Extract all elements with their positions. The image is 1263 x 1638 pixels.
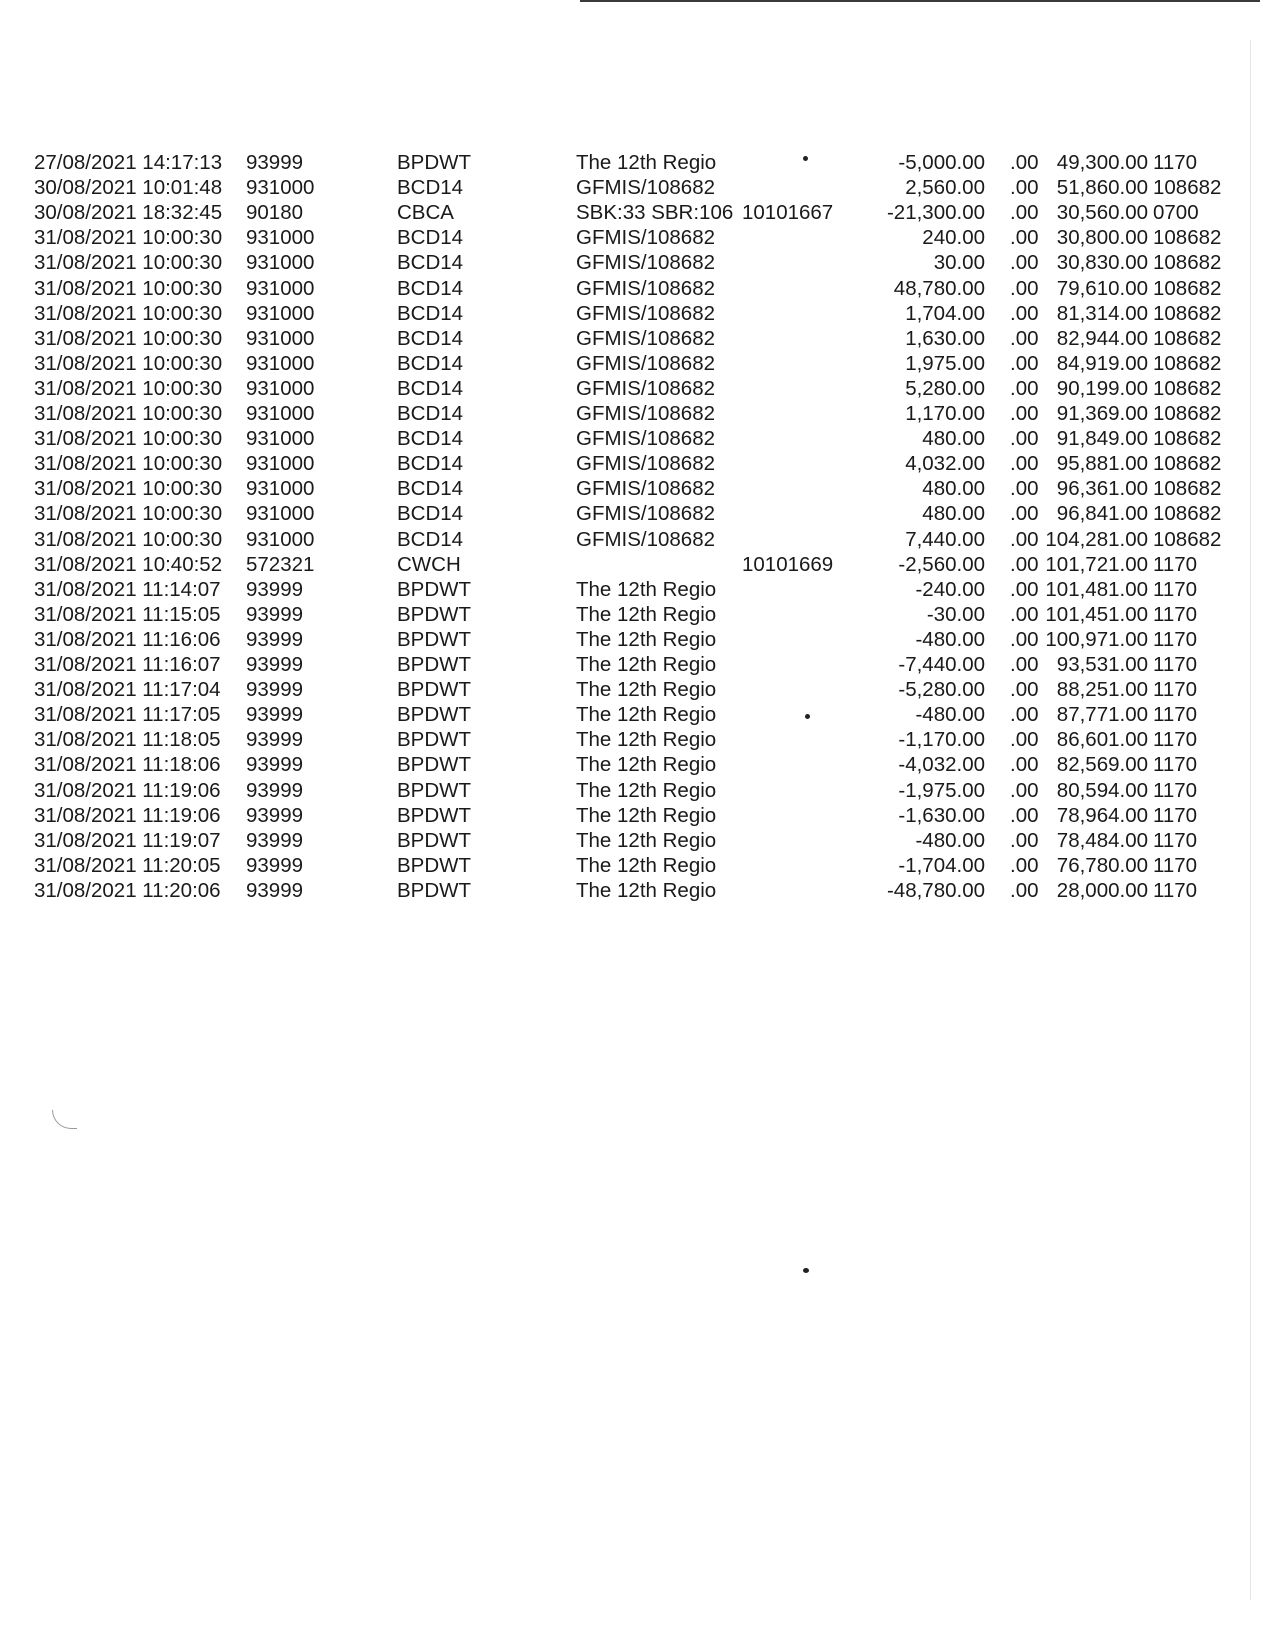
transaction-code: 93999 (246, 602, 304, 626)
transaction-type: BCD14 (397, 427, 464, 451)
transaction-amount: 4,032.00 (905, 452, 985, 476)
transaction-code: 931000 (246, 477, 315, 501)
transaction-fee: .00 (1010, 502, 1039, 526)
transaction-code: 93999 (246, 778, 304, 802)
transaction-description: The 12th Regio (576, 653, 717, 676)
transaction-date: 31/08/2021 11:16:06 (34, 627, 221, 651)
transaction-type: BPDWT (397, 803, 472, 827)
transaction-description: GFMIS/108682 (576, 276, 716, 300)
transaction-type: BCD14 (397, 251, 464, 275)
table-row (0, 501, 1263, 527)
transaction-balance: 81,314.00 (1056, 301, 1148, 325)
transaction-code: 93999 (246, 703, 304, 727)
transaction-code: 931000 (246, 326, 315, 350)
transaction-code: 931000 (246, 502, 315, 526)
transaction-amount: 480.00 (922, 427, 985, 451)
transaction-date: 31/08/2021 10:00:30 (34, 427, 223, 451)
transaction-description: GFMIS/108682 (576, 527, 716, 551)
transaction-account: 108682 (1153, 251, 1222, 275)
transaction-amount: -5,000.00 (898, 151, 985, 174)
transaction-balance: 76,780.00 (1056, 853, 1148, 877)
table-row (0, 175, 1263, 201)
transaction-code: 93999 (246, 853, 304, 877)
transaction-account: 0700 (1153, 201, 1199, 225)
transaction-fee: .00 (1010, 402, 1039, 425)
transaction-fee: .00 (1010, 828, 1039, 852)
transaction-fee: .00 (1010, 753, 1039, 777)
table-row (0, 250, 1263, 276)
transaction-date: 27/08/2021 14:17:13 (34, 151, 223, 174)
transaction-code: 931000 (246, 452, 315, 476)
transaction-date: 31/08/2021 10:00:30 (34, 452, 223, 476)
transaction-description: GFMIS/108682 (576, 477, 716, 501)
transaction-code: 93999 (246, 627, 304, 651)
transaction-description: GFMIS/108682 (576, 301, 716, 325)
transaction-amount: 7,440.00 (905, 527, 985, 551)
transaction-amount: 480.00 (922, 477, 985, 501)
transaction-description: GFMIS/108682 (576, 502, 716, 526)
transaction-date: 31/08/2021 11:15:05 (34, 602, 221, 626)
transaction-description: The 12th Regio (576, 678, 717, 702)
transaction-amount: -1,704.00 (898, 853, 985, 877)
transaction-fee: .00 (1010, 627, 1039, 651)
transaction-amount: -480.00 (915, 703, 985, 727)
transaction-date: 31/08/2021 10:00:30 (34, 351, 223, 375)
table-row (0, 702, 1263, 728)
transaction-balance: 84,919.00 (1056, 351, 1148, 375)
transaction-amount: 1,975.00 (905, 351, 985, 375)
transaction-description: The 12th Regio (576, 828, 717, 852)
transaction-account: 1170 (1153, 552, 1198, 576)
transaction-date: 31/08/2021 11:19:06 (34, 778, 221, 802)
transaction-balance: 101,451.00 (1045, 602, 1148, 626)
transaction-fee: .00 (1010, 577, 1039, 601)
transaction-balance: 28,000.00 (1056, 878, 1148, 902)
transaction-amount: -30.00 (926, 602, 985, 626)
transaction-reference: 10101667 (742, 201, 834, 225)
transaction-fee: .00 (1010, 853, 1039, 877)
table-row (0, 878, 1263, 904)
transaction-balance: 91,369.00 (1056, 402, 1148, 425)
transaction-fee: .00 (1010, 552, 1039, 576)
transaction-date: 31/08/2021 10:00:30 (34, 402, 223, 425)
transaction-date: 31/08/2021 11:17:04 (34, 678, 221, 702)
transaction-description: The 12th Regio (576, 803, 717, 827)
transaction-balance: 95,881.00 (1056, 452, 1148, 476)
transaction-fee: .00 (1010, 452, 1039, 476)
transaction-account: 1170 (1153, 803, 1198, 827)
transaction-amount: 240.00 (922, 226, 985, 250)
transaction-description: GFMIS/108682 (576, 376, 716, 400)
transaction-type: BCD14 (397, 326, 464, 350)
transaction-code: 931000 (246, 527, 315, 551)
transaction-balance: 104,281.00 (1045, 527, 1148, 551)
transaction-fee: .00 (1010, 778, 1039, 802)
scan-edge-line (580, 0, 1260, 2)
transaction-date: 31/08/2021 10:00:30 (34, 301, 223, 325)
transaction-account: 108682 (1153, 326, 1222, 350)
transaction-date: 31/08/2021 10:00:30 (34, 527, 223, 551)
transaction-account: 108682 (1153, 351, 1222, 375)
ink-speck (805, 714, 810, 719)
ink-speck (803, 156, 808, 161)
transaction-balance: 96,841.00 (1056, 502, 1148, 526)
transaction-fee: .00 (1010, 251, 1039, 275)
transaction-description: The 12th Regio (576, 151, 717, 174)
transaction-balance: 51,860.00 (1056, 176, 1148, 200)
transaction-description: GFMIS/108682 (576, 251, 716, 275)
transaction-fee: .00 (1010, 427, 1039, 451)
transaction-amount: -480.00 (915, 828, 985, 852)
transaction-type: BPDWT (397, 151, 472, 174)
transaction-type: BCD14 (397, 452, 464, 476)
transaction-description: GFMIS/108682 (576, 452, 716, 476)
transaction-account: 108682 (1153, 452, 1222, 476)
transaction-type: BPDWT (397, 653, 472, 676)
transaction-fee: .00 (1010, 376, 1039, 400)
transaction-code: 93999 (246, 878, 304, 902)
transaction-fee: .00 (1010, 176, 1039, 200)
transaction-code: 90180 (246, 201, 304, 225)
transaction-fee: .00 (1010, 351, 1039, 375)
transaction-balance: 78,964.00 (1056, 803, 1148, 827)
table-row (0, 752, 1263, 778)
transaction-type: BPDWT (397, 602, 472, 626)
transaction-account: 108682 (1153, 527, 1222, 551)
transaction-balance: 101,721.00 (1045, 552, 1148, 576)
transaction-date: 31/08/2021 10:00:30 (34, 376, 223, 400)
transaction-description: The 12th Regio (576, 703, 717, 727)
transaction-balance: 82,569.00 (1056, 753, 1148, 777)
transaction-type: BCD14 (397, 226, 464, 250)
transaction-account: 108682 (1153, 376, 1222, 400)
transaction-description: The 12th Regio (576, 878, 717, 902)
transaction-fee: .00 (1010, 678, 1039, 702)
transaction-fee: .00 (1010, 301, 1039, 325)
transaction-code: 93999 (246, 803, 304, 827)
transaction-date: 31/08/2021 11:18:05 (34, 728, 221, 752)
transaction-fee: .00 (1010, 602, 1039, 626)
transaction-account: 108682 (1153, 502, 1222, 526)
transaction-account: 108682 (1153, 176, 1222, 200)
transaction-type: BPDWT (397, 778, 472, 802)
transaction-amount: -21,300.00 (886, 201, 985, 225)
transaction-amount: -5,280.00 (898, 678, 985, 702)
transaction-date: 31/08/2021 11:16:07 (34, 653, 221, 676)
transaction-date: 31/08/2021 10:00:30 (34, 326, 223, 350)
transaction-account: 1170 (1153, 728, 1198, 752)
transaction-date: 31/08/2021 11:14:07 (34, 577, 221, 601)
table-row (0, 401, 1263, 427)
transaction-code: 931000 (246, 176, 315, 200)
transaction-balance: 87,771.00 (1056, 703, 1148, 727)
transaction-fee: .00 (1010, 326, 1039, 350)
transaction-fee: .00 (1010, 201, 1039, 225)
transaction-account: 1170 (1153, 778, 1198, 802)
transaction-description: GFMIS/108682 (576, 326, 716, 350)
transaction-balance: 101,481.00 (1045, 577, 1148, 601)
transaction-account: 108682 (1153, 276, 1222, 300)
transaction-date: 31/08/2021 10:00:30 (34, 502, 223, 526)
table-row (0, 200, 1263, 226)
transaction-account: 1170 (1153, 703, 1198, 727)
transaction-fee: .00 (1010, 728, 1039, 752)
transaction-account: 1170 (1153, 828, 1198, 852)
transaction-account: 108682 (1153, 301, 1222, 325)
transaction-amount: 1,630.00 (905, 326, 985, 350)
transaction-code: 931000 (246, 427, 315, 451)
transaction-code: 931000 (246, 376, 315, 400)
transaction-amount: -1,630.00 (898, 803, 985, 827)
transaction-fee: .00 (1010, 653, 1039, 676)
transaction-fee: .00 (1010, 151, 1039, 174)
table-row (0, 803, 1263, 829)
table-row (0, 627, 1263, 653)
transaction-balance: 100,971.00 (1045, 627, 1148, 651)
transaction-account: 1170 (1153, 577, 1198, 601)
transaction-account: 108682 (1153, 477, 1222, 501)
transaction-balance: 88,251.00 (1056, 678, 1148, 702)
table-row (0, 150, 1263, 176)
transaction-account: 1170 (1153, 653, 1198, 676)
transaction-balance: 96,361.00 (1056, 477, 1148, 501)
table-row (0, 225, 1263, 251)
transaction-date: 31/08/2021 10:00:30 (34, 477, 223, 501)
table-row (0, 552, 1263, 578)
transaction-account: 1170 (1153, 151, 1198, 174)
table-row (0, 451, 1263, 477)
transaction-date: 30/08/2021 10:01:48 (34, 176, 223, 200)
transaction-code: 93999 (246, 728, 304, 752)
transaction-type: BCD14 (397, 351, 464, 375)
table-row (0, 476, 1263, 502)
transaction-amount: -240.00 (915, 577, 985, 601)
transaction-code: 93999 (246, 828, 304, 852)
transaction-code: 931000 (246, 276, 315, 300)
transaction-ledger (0, 150, 1263, 930)
table-row (0, 778, 1263, 804)
transaction-description: The 12th Regio (576, 853, 717, 877)
transaction-amount: -4,032.00 (898, 753, 985, 777)
transaction-balance: 82,944.00 (1056, 326, 1148, 350)
transaction-type: BCD14 (397, 301, 464, 325)
transaction-date: 31/08/2021 11:20:05 (34, 853, 221, 877)
transaction-balance: 90,199.00 (1056, 376, 1148, 400)
transaction-fee: .00 (1010, 226, 1039, 250)
transaction-description: GFMIS/108682 (576, 226, 716, 250)
transaction-date: 31/08/2021 10:00:30 (34, 226, 223, 250)
transaction-amount: 2,560.00 (905, 176, 985, 200)
transaction-amount: 1,170.00 (905, 402, 985, 425)
transaction-type: BPDWT (397, 703, 472, 727)
transaction-account: 1170 (1153, 627, 1198, 651)
transaction-type: BCD14 (397, 477, 464, 501)
transaction-balance: 80,594.00 (1056, 778, 1148, 802)
transaction-amount: 5,280.00 (905, 376, 985, 400)
transaction-type: BCD14 (397, 402, 464, 425)
transaction-code: 931000 (246, 301, 315, 325)
transaction-account: 1170 (1153, 753, 1198, 777)
table-row (0, 602, 1263, 628)
transaction-fee: .00 (1010, 878, 1039, 902)
transaction-type: BPDWT (397, 753, 472, 777)
transaction-amount: -48,780.00 (886, 878, 985, 902)
transaction-type: BPDWT (397, 878, 472, 902)
transaction-amount: -2,560.00 (898, 552, 985, 576)
transaction-balance: 49,300.00 (1056, 151, 1148, 174)
transaction-type: BCD14 (397, 176, 464, 200)
transaction-description: The 12th Regio (576, 728, 717, 752)
transaction-account: 108682 (1153, 427, 1222, 451)
transaction-date: 31/08/2021 11:17:05 (34, 703, 221, 727)
transaction-code: 93999 (246, 653, 304, 676)
transaction-account: 1170 (1153, 602, 1198, 626)
transaction-code: 93999 (246, 151, 304, 174)
transaction-type: BPDWT (397, 853, 472, 877)
transaction-date: 30/08/2021 18:32:45 (34, 201, 223, 225)
transaction-amount: 30.00 (933, 251, 985, 275)
transaction-description: GFMIS/108682 (576, 427, 716, 451)
transaction-amount: 480.00 (922, 502, 985, 526)
transaction-type: BPDWT (397, 828, 472, 852)
transaction-fee: .00 (1010, 477, 1039, 501)
transaction-description: The 12th Regio (576, 627, 717, 651)
transaction-balance: 30,830.00 (1056, 251, 1148, 275)
transaction-date: 31/08/2021 11:20:06 (34, 878, 221, 902)
transaction-type: CBCA (397, 201, 454, 225)
transaction-balance: 30,800.00 (1056, 226, 1148, 250)
table-row (0, 527, 1263, 553)
transaction-code: 93999 (246, 678, 304, 702)
scan-smudge (52, 1110, 77, 1129)
transaction-description: The 12th Regio (576, 602, 717, 626)
transaction-type: BCD14 (397, 527, 464, 551)
table-row (0, 853, 1263, 879)
transaction-account: 1170 (1153, 878, 1198, 902)
transaction-fee: .00 (1010, 803, 1039, 827)
transaction-amount: 48,780.00 (893, 276, 985, 300)
transaction-date: 31/08/2021 10:00:30 (34, 251, 223, 275)
transaction-type: BCD14 (397, 276, 464, 300)
transaction-code: 931000 (246, 351, 315, 375)
ink-speck (803, 1268, 809, 1273)
transaction-balance: 78,484.00 (1056, 828, 1148, 852)
transaction-description: GFMIS/108682 (576, 351, 716, 375)
transaction-balance: 86,601.00 (1056, 728, 1148, 752)
transaction-description: SBK:33 SBR:106 (576, 201, 734, 225)
transaction-balance: 30,560.00 (1056, 201, 1148, 225)
table-row (0, 828, 1263, 854)
transaction-code: 93999 (246, 577, 304, 601)
transaction-amount: 1,704.00 (905, 301, 985, 325)
transaction-fee: .00 (1010, 527, 1039, 551)
table-row (0, 326, 1263, 352)
transaction-balance: 91,849.00 (1056, 427, 1148, 451)
transaction-date: 31/08/2021 10:00:30 (34, 276, 223, 300)
table-row (0, 677, 1263, 703)
transaction-description: The 12th Regio (576, 577, 717, 601)
transaction-description: GFMIS/108682 (576, 402, 716, 425)
transaction-type: BCD14 (397, 376, 464, 400)
transaction-code: 931000 (246, 402, 315, 425)
transaction-description: The 12th Regio (576, 778, 717, 802)
transaction-code: 931000 (246, 251, 315, 275)
transaction-account: 108682 (1153, 226, 1222, 250)
transaction-amount: -1,975.00 (898, 778, 985, 802)
table-row (0, 301, 1263, 327)
transaction-code: 93999 (246, 753, 304, 777)
transaction-reference: 10101669 (742, 552, 834, 576)
transaction-date: 31/08/2021 11:18:06 (34, 753, 221, 777)
transaction-account: 1170 (1153, 853, 1198, 877)
transaction-amount: -7,440.00 (898, 653, 985, 676)
table-row (0, 577, 1263, 603)
table-row (0, 376, 1263, 402)
transaction-type: BPDWT (397, 728, 472, 752)
transaction-fee: .00 (1010, 703, 1039, 727)
transaction-description: The 12th Regio (576, 753, 717, 777)
transaction-account: 108682 (1153, 402, 1222, 425)
table-row (0, 276, 1263, 302)
transaction-fee: .00 (1010, 276, 1039, 300)
table-row (0, 652, 1263, 678)
transaction-date: 31/08/2021 11:19:06 (34, 803, 221, 827)
transaction-type: BPDWT (397, 577, 472, 601)
transaction-amount: -480.00 (915, 627, 985, 651)
transaction-type: BPDWT (397, 678, 472, 702)
transaction-balance: 79,610.00 (1056, 276, 1148, 300)
transaction-date: 31/08/2021 10:40:52 (34, 552, 223, 576)
transaction-balance: 93,531.00 (1056, 653, 1148, 676)
transaction-type: BPDWT (397, 627, 472, 651)
table-row (0, 351, 1263, 377)
table-row (0, 426, 1263, 452)
transaction-code: 572321 (246, 552, 315, 576)
transaction-code: 931000 (246, 226, 315, 250)
transaction-date: 31/08/2021 11:19:07 (34, 828, 221, 852)
transaction-type: BCD14 (397, 502, 464, 526)
transaction-amount: -1,170.00 (898, 728, 985, 752)
transaction-description: GFMIS/108682 (576, 176, 716, 200)
transaction-account: 1170 (1153, 678, 1198, 702)
transaction-type: CWCH (397, 552, 461, 576)
table-row (0, 727, 1263, 753)
